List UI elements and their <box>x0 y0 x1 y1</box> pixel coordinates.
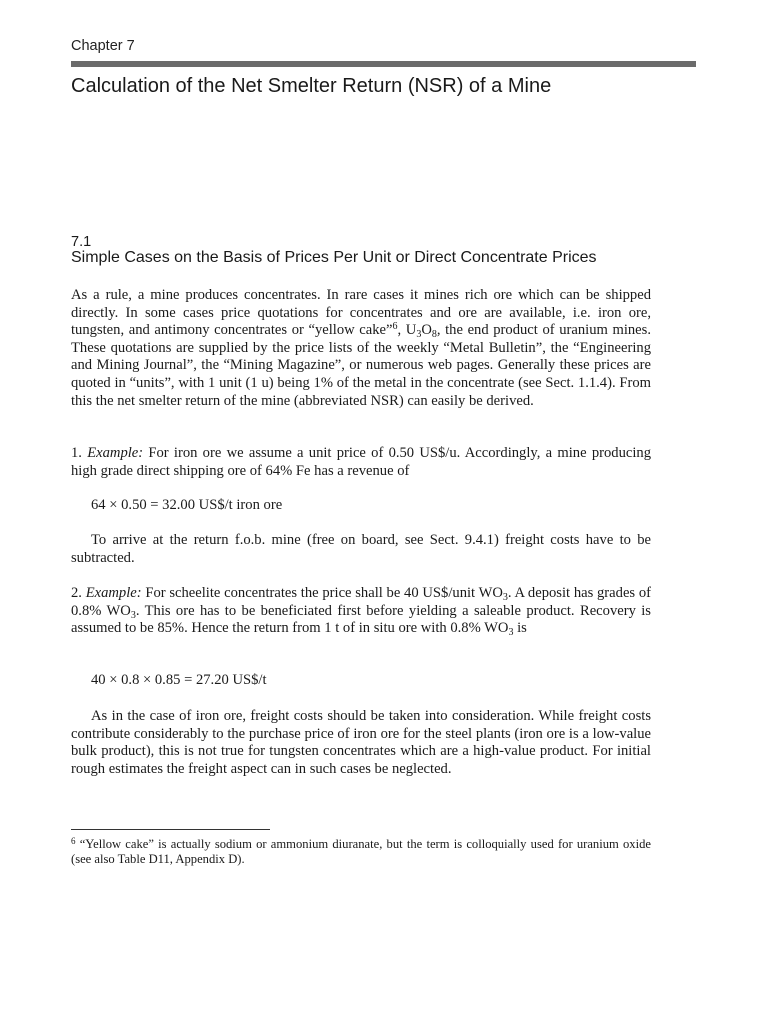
section-title: Simple Cases on the Basis of Prices Per Unit or Direct Concentrate Prices <box>71 249 597 266</box>
chapter-label: Chapter 7 <box>71 38 135 54</box>
example-2-equation: 40 × 0.8 × 0.85 = 27.20 US$/t <box>91 672 267 688</box>
example-label: Example: <box>87 445 144 461</box>
example-1-paragraph: 1. Example: For iron ore we assume a unit price of 0.50 US$/u. Accordingly, a mine producing high grade direct shipping ore of 64% Fe has a revenue of <box>71 445 651 479</box>
example-1-equation: 64 × 0.50 = 32.00 US$/t iron ore <box>91 497 283 513</box>
section-number: 7.1 <box>71 234 92 250</box>
example-2-paragraph: 2. Example: For scheelite concentrates the price shall be 40 US$/unit $WO_3$. A deposit has grades of 0.8% $WO_3$. This ore has to be beneficiated first before yielding a saleable product. Recovery is assumed to be 85%. Hence the return from 1 t of in situ ore with 0.8% $WO_3$ is <box>71 585 651 639</box>
footnote-mark: 6 <box>71 836 76 846</box>
chapter-rule <box>71 61 696 67</box>
paragraph-intro: As a rule, a mine produces concentrates. In rare cases it mines rich ore which can be shipped directly. In some cases price quotations for concentrates and ore are available, i.e. iron ore, tungsten, and antimony concentrates or “yellow cake”$^6$, $U_3O_8$, the end product of uranium mines. These quotations are supplied by the price lists of the weekly “Metal Bulletin”, the “Engineering and Mining Journal”, the “Mining Magazine”, or numerous web pages. Generally these prices are quoted in “units”, with 1 unit (1 u) being 1% of the metal in the concentrate (see Sect. 1.1.4). From this the net smelter return of the mine (abbreviated NSR) can easily be derived. <box>71 287 651 409</box>
example-2-followup: As in the case of iron ore, freight costs should be taken into consideration. While freight costs contribute considerably to the purchase price of iron ore for the steel plants (iron ore is a low-value bulk product), this is not true for tungsten concentrates which are a high-value product. For initial rough estimates the freight aspect can in such cases be neglected. <box>71 708 651 777</box>
example-1-followup: To arrive at the return f.o.b. mine (free on board, see Sect. 9.4.1) freight costs have to be subtracted. <box>71 532 651 566</box>
footnote-rule <box>71 829 270 830</box>
chapter-title: Calculation of the Net Smelter Return (NSR) of a Mine <box>71 75 552 97</box>
example-label: Example: <box>85 585 142 601</box>
footnote: $^6$ “Yellow cake” is actually sodium or ammonium diuranate, but the term is colloquially used for uranium oxide (see also Table D11, Appendix D). <box>71 836 651 866</box>
footnote-ref: 6 <box>392 321 398 333</box>
